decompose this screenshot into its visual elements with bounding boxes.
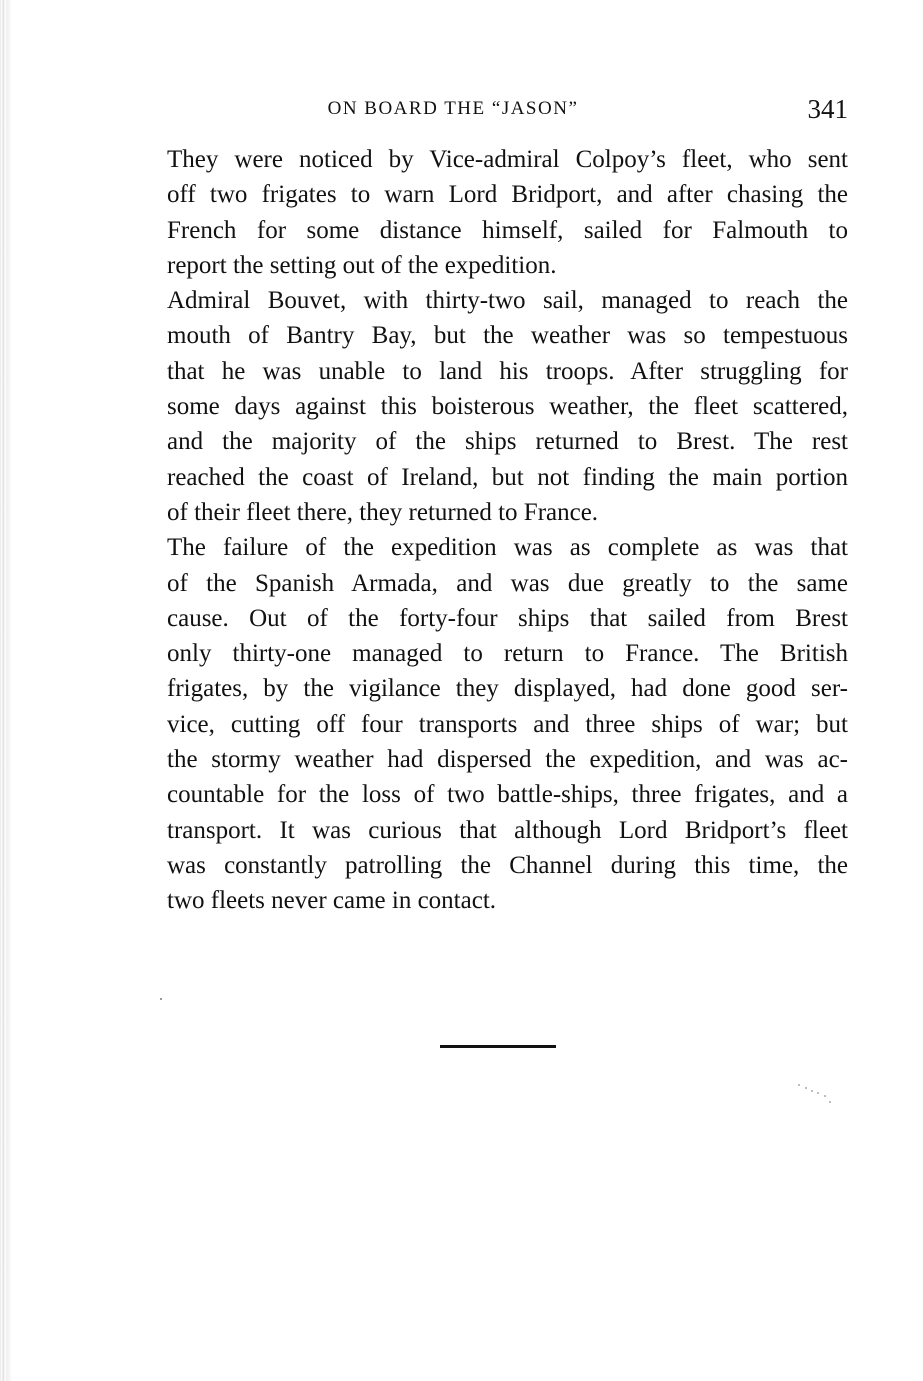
text-line: that he was unable to land his troops. After struggling for [167,357,848,385]
text-line: report the setting out of the expedition. [167,251,557,279]
text-line: countable for the loss of two battle-ships, three frigates, and a [167,781,848,809]
text-line: and the majority of the ships returned to Brest. The rest [167,428,848,456]
page-number: 341 [807,94,848,124]
end-rule [440,1045,556,1048]
text-line: only thirty-one managed to return to France. The British [167,640,848,668]
text-line: the stormy weather had dispersed the expedition, and was ac- [167,746,848,774]
scan-gutter [0,0,12,1381]
body-text [138,142,848,919]
text-line: of the Spanish Armada, and was due greatly to the same [167,569,848,597]
text-line: frigates, by the vigilance they displayed, had done good ser- [167,675,848,703]
text-line: mouth of Bantry Bay, but the weather was so tempestuous [167,322,848,350]
paragraph-1 [138,142,848,283]
text-line: French for some distance himself, sailed for Falmouth to [167,216,848,244]
running-head [138,94,848,124]
text-line: cause. Out of the forty-four ships that sailed from Brest [167,604,848,632]
scan-speck [160,998,162,1000]
text-line: some days against this boisterous weather, the fleet scattered, [167,393,848,421]
text-line: The failure of the expedition was as complete as was that [167,534,848,562]
text-line: two fleets never came in contact. [167,887,497,915]
running-title: ON BOARD THE “JASON” [327,98,579,119]
text-line: was constantly patrolling the Channel during this time, the [167,851,848,879]
text-line: Admiral Bouvet, with thirty-two sail, managed to reach the [167,287,848,315]
text-line: of their fleet there, they returned to France. [167,498,599,526]
text-line: vice, cutting off four transports and three ships of war; but [167,710,848,738]
text-line: They were noticed by Vice-admiral Colpoy’s fleet, who sent [167,146,848,173]
text-line: transport. It was curious that although Lord Bridport’s fleet [167,816,848,844]
scan-specks [796,1082,832,1104]
paragraph-2 [138,283,848,530]
text-line: off two frigates to warn Lord Bridport, and after chasing the [167,181,848,209]
paragraph-3 [138,530,848,918]
text-line: reached the coast of Ireland, but not finding the main portion [167,463,848,491]
